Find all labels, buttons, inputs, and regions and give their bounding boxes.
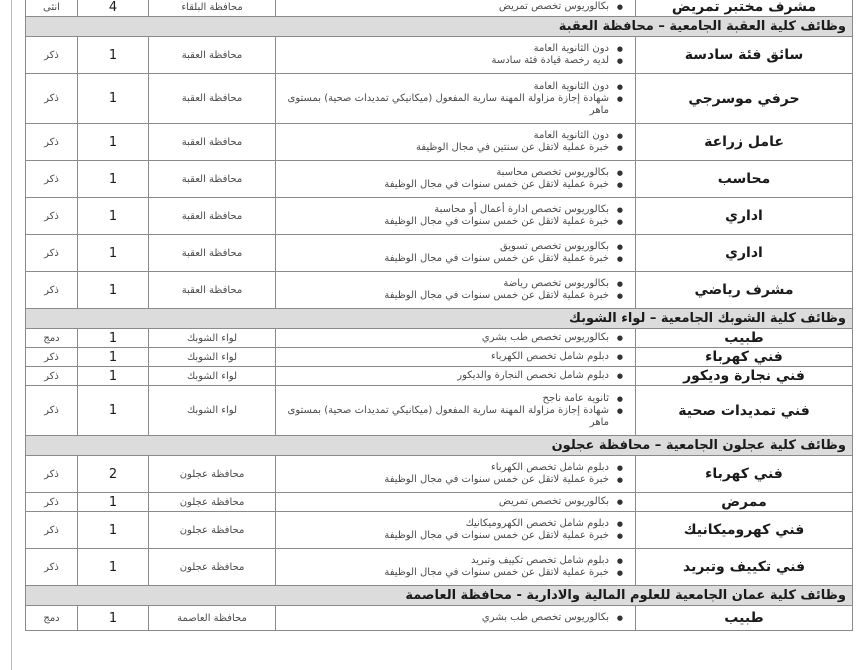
job-row — [26, 348, 853, 367]
job-location: لواء الشوبك — [149, 348, 276, 367]
job-title: فني كهرباء — [636, 456, 853, 493]
job-row — [26, 606, 853, 631]
requirement-item: ● خبرة عملية لاتقل عن خمس سنوات في مجال الوظيفة — [280, 253, 625, 265]
job-title: اداري — [636, 198, 853, 235]
requirements-list — [280, 555, 625, 579]
job-location: لواء الشوبك — [149, 367, 276, 386]
job-count: 1 — [78, 512, 149, 549]
job-title: فني تمديدات صحية — [636, 386, 853, 436]
requirements-list — [280, 1, 625, 13]
job-location: محافظة عجلون — [149, 549, 276, 586]
requirement-item: ● خبرة عملية لاتقل عن خمس سنوات في مجال الوظيفة — [280, 474, 625, 486]
requirements-list — [280, 393, 625, 429]
job-count: 2 — [78, 456, 149, 493]
job-row — [26, 124, 853, 161]
job-requirements — [276, 37, 636, 74]
job-requirements — [276, 367, 636, 386]
requirement-item: ● بكالوريوس تخصص تمريض — [280, 496, 625, 508]
jobs-table — [25, 0, 853, 631]
job-row — [26, 329, 853, 348]
job-gender: ذكر — [26, 235, 78, 272]
job-requirements — [276, 272, 636, 309]
job-location: محافظة العقبة — [149, 161, 276, 198]
requirement-item: ● دبلوم شامل تخصص الكهروميكانيك — [280, 518, 625, 530]
requirement-item: ● دون الثانوية العامة — [280, 130, 625, 142]
requirements-list — [280, 351, 625, 363]
requirement-item: ● بكالوريوس تخصص طب بشري — [280, 332, 625, 344]
job-requirements — [276, 329, 636, 348]
requirement-item: ● دبلوم شامل تخصص الكهرباء — [280, 351, 625, 363]
job-count: 1 — [78, 198, 149, 235]
job-requirements — [276, 348, 636, 367]
job-count: 1 — [78, 549, 149, 586]
requirement-item: ● خبرة عملية لاتقل عن خمس سنوات في مجال الوظيفة — [280, 567, 625, 579]
job-requirements — [276, 124, 636, 161]
job-title: فني كهرباء — [636, 348, 853, 367]
requirement-item: ● خبرة عملية لاتقل عن خمس سنوات في مجال الوظيفة — [280, 216, 625, 228]
job-title: ممرض — [636, 493, 853, 512]
job-title: فني نجارة وديكور — [636, 367, 853, 386]
job-row — [26, 74, 853, 124]
job-gender: ذكر — [26, 493, 78, 512]
job-location: محافظة العقبة — [149, 198, 276, 235]
requirement-item: ● بكالوريوس تخصص رياضة — [280, 278, 625, 290]
job-gender: ذكر — [26, 74, 78, 124]
job-count: 1 — [78, 493, 149, 512]
job-location: محافظة عجلون — [149, 512, 276, 549]
requirement-item: ● خبرة عملية لاتقل عن خمس سنوات في مجال الوظيفة — [280, 179, 625, 191]
job-gender: ذكر — [26, 549, 78, 586]
requirements-list — [280, 496, 625, 508]
job-title: مشرف رياضي — [636, 272, 853, 309]
section-title: وظائف كلية عمان الجامعية للعلوم المالية والادارية - محافظة العاصمة — [26, 586, 853, 606]
requirement-item: ● دبلوم شامل تخصص تكييف وتبريد — [280, 555, 625, 567]
requirements-list — [280, 518, 625, 542]
requirements-list — [280, 43, 625, 67]
requirements-list — [280, 81, 625, 117]
job-count: 1 — [78, 348, 149, 367]
job-title: طبيب — [636, 329, 853, 348]
job-location: لواء الشوبك — [149, 329, 276, 348]
job-location: محافظة البلقاء — [149, 0, 276, 17]
job-title: فني تكييف وتبريد — [636, 549, 853, 586]
job-requirements — [276, 512, 636, 549]
requirement-item: ● دبلوم شامل تخصص الكهرباء — [280, 462, 625, 474]
requirement-item: ● دبلوم شامل تخصص النجارة والديكور — [280, 370, 625, 382]
requirement-item: ● خبرة عملية لاتقل عن سنتين في مجال الوظيفة — [280, 142, 625, 154]
requirements-list — [280, 241, 625, 265]
job-title: عامل زراعة — [636, 124, 853, 161]
job-title: مشرف مختبر تمريض — [636, 0, 853, 17]
page-margin-line — [11, 0, 12, 670]
job-requirements — [276, 74, 636, 124]
job-row — [26, 37, 853, 74]
requirements-list — [280, 332, 625, 344]
requirement-item: ● شهادة إجازة مزاولة المهنة سارية المفعول (ميكانيكي تمديدات صحية) بمستوى ماهر — [280, 93, 625, 117]
job-location: محافظة العاصمة — [149, 606, 276, 631]
job-location: محافظة العقبة — [149, 124, 276, 161]
requirement-item: ● شهادة إجازة مزاولة المهنة سارية المفعول (ميكانيكي تمديدات صحية) بمستوى ماهر — [280, 405, 625, 429]
job-requirements — [276, 606, 636, 631]
job-row — [26, 549, 853, 586]
job-count: 1 — [78, 37, 149, 74]
job-title: محاسب — [636, 161, 853, 198]
requirements-list — [280, 462, 625, 486]
job-gender: ذكر — [26, 272, 78, 309]
job-location: لواء الشوبك — [149, 386, 276, 436]
job-requirements — [276, 0, 636, 17]
job-location: محافظة العقبة — [149, 74, 276, 124]
requirement-item: ● دون الثانوية العامة — [280, 81, 625, 93]
job-count: 1 — [78, 161, 149, 198]
section-header-row — [26, 17, 853, 37]
requirement-item: ● بكالوريوس تخصص تسويق — [280, 241, 625, 253]
job-requirements — [276, 456, 636, 493]
job-row — [26, 235, 853, 272]
requirement-item: ● خبرة عملية لاتقل عن خمس سنوات في مجال الوظيفة — [280, 290, 625, 302]
requirement-item: ● بكالوريوس تخصص تمريض — [280, 1, 625, 13]
requirement-item: ● بكالوريوس تخصص ادارة أعمال أو محاسبة — [280, 204, 625, 216]
job-count: 1 — [78, 74, 149, 124]
section-header-row — [26, 436, 853, 456]
job-gender: انثى — [26, 0, 78, 17]
job-gender: ذكر — [26, 386, 78, 436]
job-gender: ذكر — [26, 198, 78, 235]
section-title: وظائف كلية الشوبك الجامعية – لواء الشوبك — [26, 309, 853, 329]
job-gender: ذكر — [26, 37, 78, 74]
job-row — [26, 493, 853, 512]
job-row — [26, 456, 853, 493]
requirement-item: ● خبرة عملية لاتقل عن خمس سنوات في مجال الوظيفة — [280, 530, 625, 542]
job-gender: ذكر — [26, 456, 78, 493]
job-gender: ذكر — [26, 512, 78, 549]
job-count: 1 — [78, 124, 149, 161]
requirement-item: ● لديه رخصة قيادة فئة سادسة — [280, 55, 625, 67]
job-requirements — [276, 493, 636, 512]
requirements-list — [280, 370, 625, 382]
requirements-list — [280, 130, 625, 154]
job-count: 1 — [78, 329, 149, 348]
job-gender: ذكر — [26, 348, 78, 367]
section-header-row — [26, 586, 853, 606]
requirement-item: ● دون الثانوية العامة — [280, 43, 625, 55]
job-location: محافظة العقبة — [149, 272, 276, 309]
requirements-list — [280, 167, 625, 191]
job-location: محافظة العقبة — [149, 37, 276, 74]
job-row — [26, 512, 853, 549]
job-row — [26, 198, 853, 235]
job-row — [26, 0, 853, 17]
job-requirements — [276, 161, 636, 198]
job-row — [26, 161, 853, 198]
job-title: فني كهروميكانيك — [636, 512, 853, 549]
job-requirements — [276, 386, 636, 436]
job-location: محافظة عجلون — [149, 456, 276, 493]
job-title: حرفي موسرجي — [636, 74, 853, 124]
job-gender: ذكر — [26, 161, 78, 198]
job-gender: ذكر — [26, 124, 78, 161]
job-location: محافظة العقبة — [149, 235, 276, 272]
job-gender: دمج — [26, 329, 78, 348]
requirement-item: ● بكالوريوس تخصص طب بشري — [280, 612, 625, 624]
job-requirements — [276, 198, 636, 235]
requirements-list — [280, 612, 625, 624]
job-count: 1 — [78, 386, 149, 436]
job-requirements — [276, 549, 636, 586]
requirements-list — [280, 278, 625, 302]
job-count: 1 — [78, 235, 149, 272]
section-header-row — [26, 309, 853, 329]
section-title: وظائف كلية العقبة الجامعية – محافظة العقبة — [26, 17, 853, 37]
job-title: طبيب — [636, 606, 853, 631]
requirement-item: ● ثانوية عامة ناجح — [280, 393, 625, 405]
job-count: 1 — [78, 272, 149, 309]
job-count: 1 — [78, 367, 149, 386]
job-gender: ذكر — [26, 367, 78, 386]
requirement-item: ● بكالوريوس تخصص محاسبة — [280, 167, 625, 179]
job-gender: دمج — [26, 606, 78, 631]
job-requirements — [276, 235, 636, 272]
job-row — [26, 367, 853, 386]
job-count: 4 — [78, 0, 149, 17]
requirements-list — [280, 204, 625, 228]
section-title: وظائف كلية عجلون الجامعية – محافظة عجلون — [26, 436, 853, 456]
job-title: اداري — [636, 235, 853, 272]
jobs-table-body — [26, 0, 853, 631]
job-title: سائق فئة سادسة — [636, 37, 853, 74]
job-count: 1 — [78, 606, 149, 631]
job-row — [26, 272, 853, 309]
job-location: محافظة عجلون — [149, 493, 276, 512]
job-row — [26, 386, 853, 436]
